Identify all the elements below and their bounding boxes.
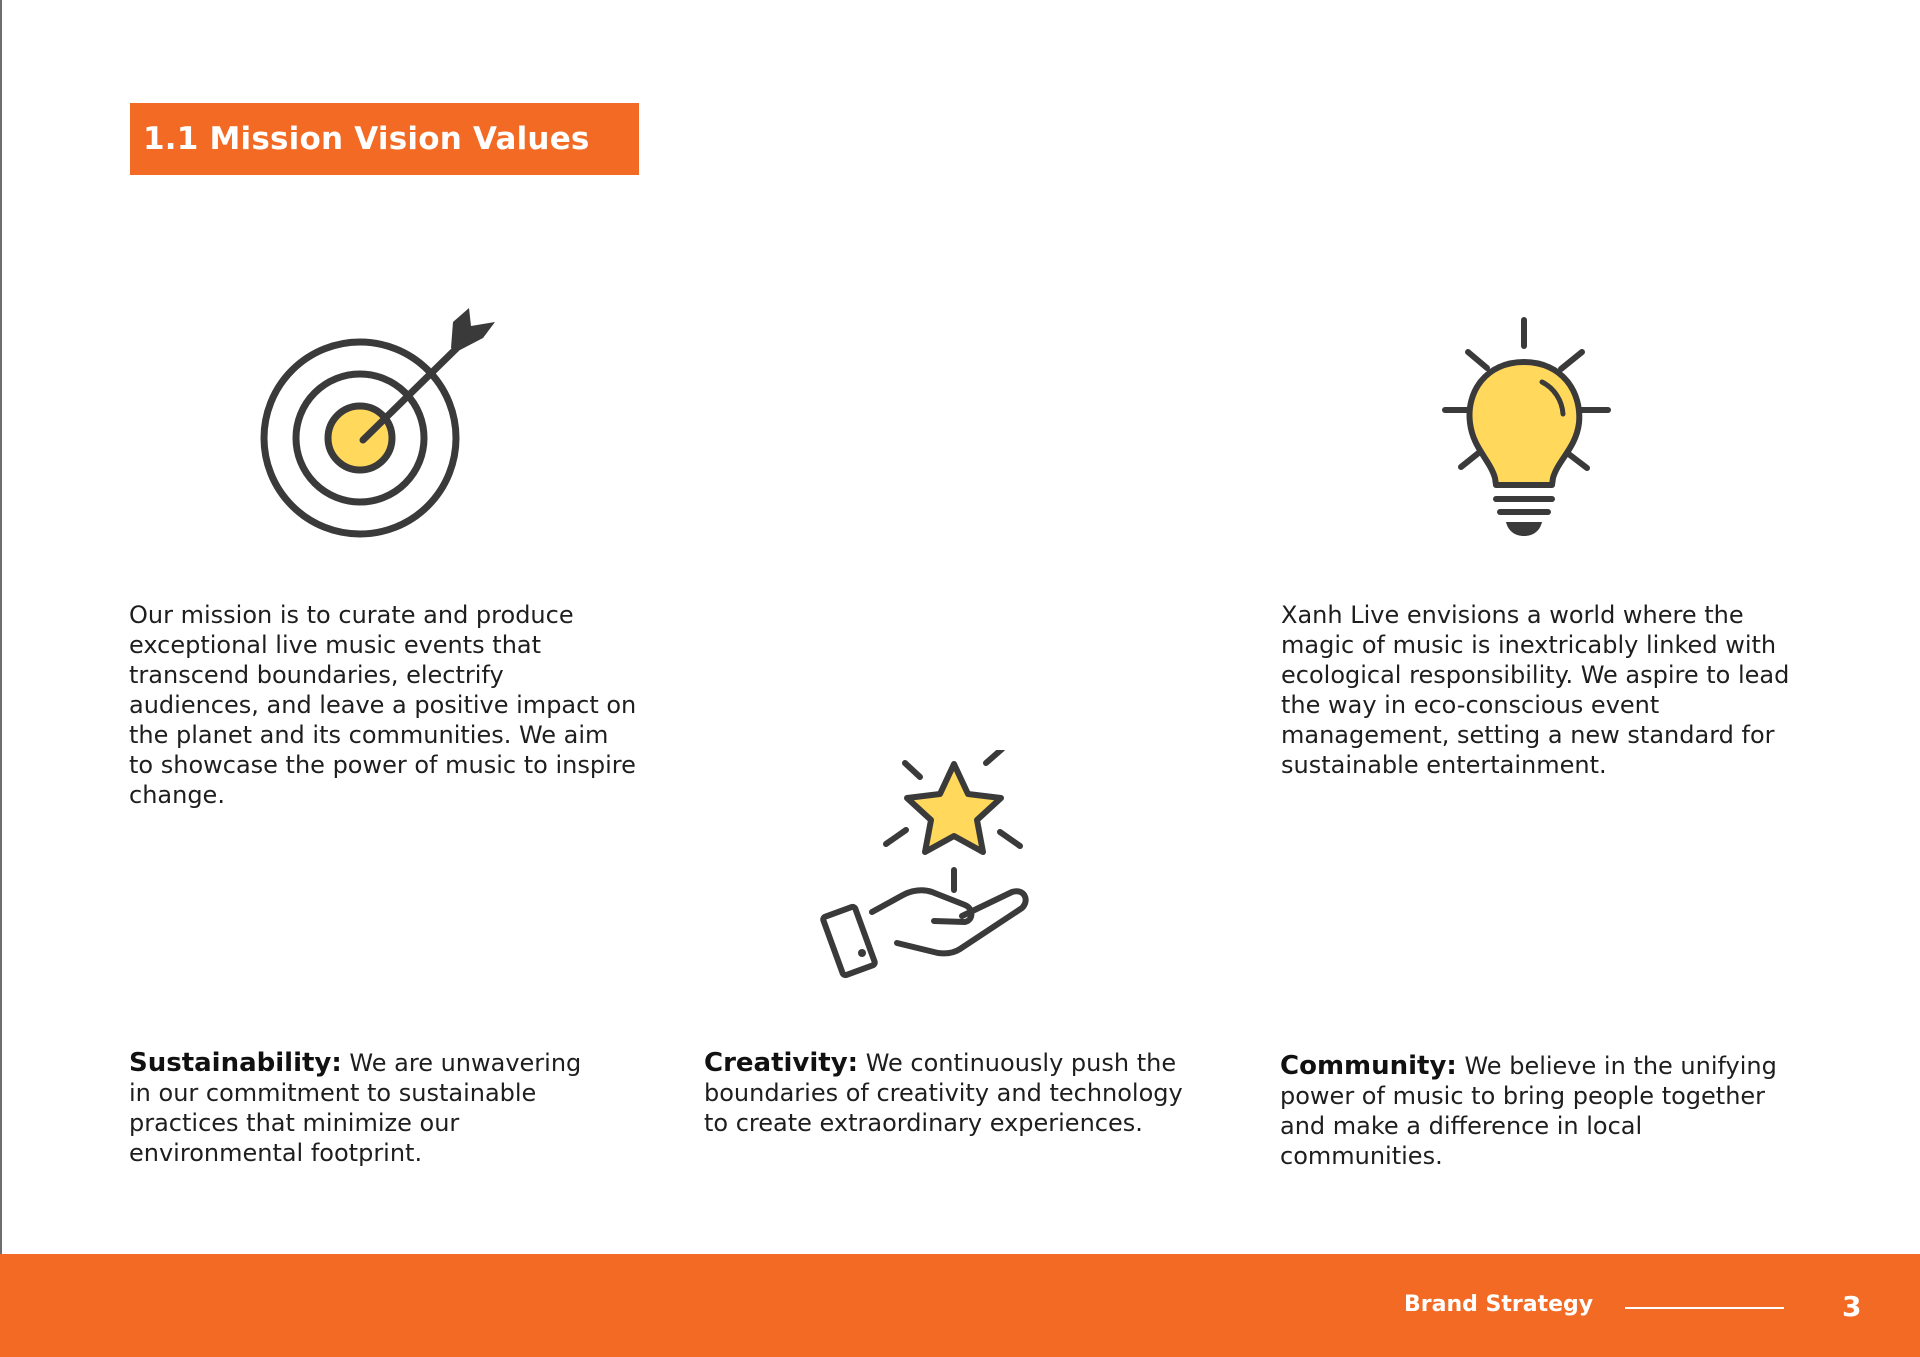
page-title: 1.1 Mission Vision Values (143, 121, 590, 157)
vision-statement: Xanh Live envisions a world where the magic of music is inextricably linked with ecological responsibility. We aspire to lead the way in eco-conscious event management, setting a new standard for sustainable entertainment. (1281, 601, 1790, 779)
value-description: We believe in the unifying power of music to bring people together and make a difference in local communities. (1280, 1052, 1777, 1170)
mission-statement: Our mission is to curate and produce exceptional live music events that transcend boundaries, electrify audiences, and leave a positive impact on the planet and its communities. We aim to showcase the power of music to inspire change. (129, 601, 637, 809)
footer-bar (0, 1254, 1920, 1357)
target-arrow-icon (255, 300, 505, 545)
value-description: We continuously push the boundaries of creativity and technology to create extraordinary experiences. (704, 1049, 1183, 1137)
page-edge-line (0, 0, 2, 1254)
lightbulb-icon (1420, 310, 1630, 540)
value-name: Sustainability: (129, 1048, 342, 1078)
value-name: Community: (1280, 1051, 1457, 1081)
value-creativity (704, 1048, 1214, 1138)
value-name: Creativity: (704, 1048, 859, 1078)
hand-star-icon (820, 750, 1030, 985)
section-title-banner (130, 103, 639, 175)
value-description: We are unwavering in our commitment to sustainable practices that minimize our environmental footprint. (129, 1049, 582, 1167)
page-number: 3 (1842, 1290, 1862, 1323)
value-community (1280, 1051, 1790, 1171)
footer-section-label: Brand Strategy (1404, 1292, 1594, 1317)
footer-divider (1625, 1307, 1784, 1309)
value-sustainability (129, 1048, 609, 1168)
